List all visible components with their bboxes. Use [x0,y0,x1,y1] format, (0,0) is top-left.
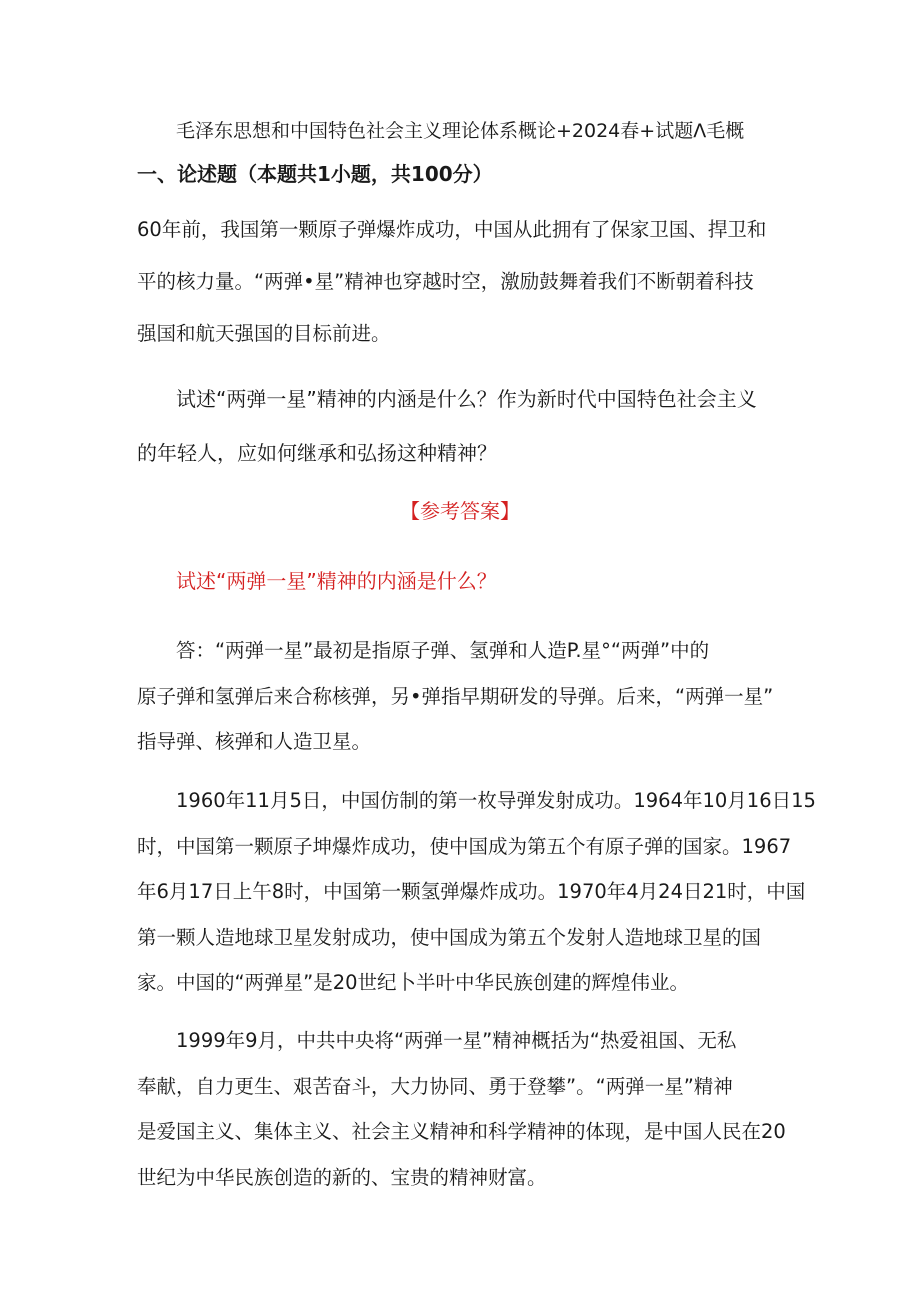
intro-line: 平的核力量。“两弹•星”精神也穿越时空，激励鼓舞着我们不断朝着科技 [137,270,754,293]
paragraph-line: 是爱国主义、集体主义、社会主义精神和科学精神的体现，是中国人民在20 [137,1120,786,1143]
paragraph-line: 奉献，自力更生、艰苦奋斗，大力协同、勇于登攀”。“两弹一星”精神 [137,1074,733,1098]
paragraph-line: 年6月17日上午8时，中国第一颗氢弹爆炸成功。1970年4月24日21时，中国 [137,880,806,903]
intro-line: 60年前，我国第一颗原子弹爆炸成功，中国从此拥有了保家卫国、捍卫和 [137,218,767,241]
paragraph-line: 原子弹和氢弹后来合称核弹，另•弹指早期研发的导弹。后来，“两弹一星” [137,684,774,708]
answer-heading: 【参考答案】 [400,499,520,523]
section-heading: 一、论述题（本题共1小题，共100分） [137,162,493,186]
paragraph-line: 时，中国第一颗原子坤爆炸成功，使中国成为第五个有原子弹的国家。1967 [137,834,792,858]
answer-paragraph [137,628,797,765]
paragraph-line: 指导弹、核弹和人造卫星。 [137,730,372,753]
paragraph-line: 家。中国的“两弹星”是20世纪卜半叶中华民族创建的辉煌伟业。 [137,971,690,994]
answer-paragraph [137,778,816,1006]
sub-question: 试述“两弹一星”精神的内涵是什么？ [176,569,497,593]
intro-paragraph [137,204,797,360]
intro-line: 强国和航天强国的目标前进。 [137,322,391,345]
answer-paragraph [137,1018,797,1200]
question-paragraph [137,372,797,480]
question-line: 的年轻人，应如何继承和弘扬这种精神？ [137,441,497,465]
paragraph-line: 1999年9月，中共中央将“两弹一星”精神概括为“热爱祖国、无私 [176,1029,737,1052]
paragraph-line: 1960年11月5日，中国仿制的第一枚导弹发射成功。1964年10月16日15 [176,789,816,812]
paragraph-line: 世纪为中华民族创造的新的、宝贵的精神财富。 [137,1165,547,1189]
question-line: 试述“两弹一星”精神的内涵是什么？作为新时代中国特色社会主义 [176,387,757,411]
document-title: 毛泽东思想和中国特色社会主义理论体系概论+2024春+试题Λ毛概 [176,120,745,142]
paragraph-line: 答：“两弹一星”最初是指原子弹、氢弹和人造P.星°“两弹”中的 [176,639,710,662]
paragraph-line: 第一颗人造地球卫星发射成功，使中国成为第五个发射人造地球卫星的国 [137,925,762,949]
